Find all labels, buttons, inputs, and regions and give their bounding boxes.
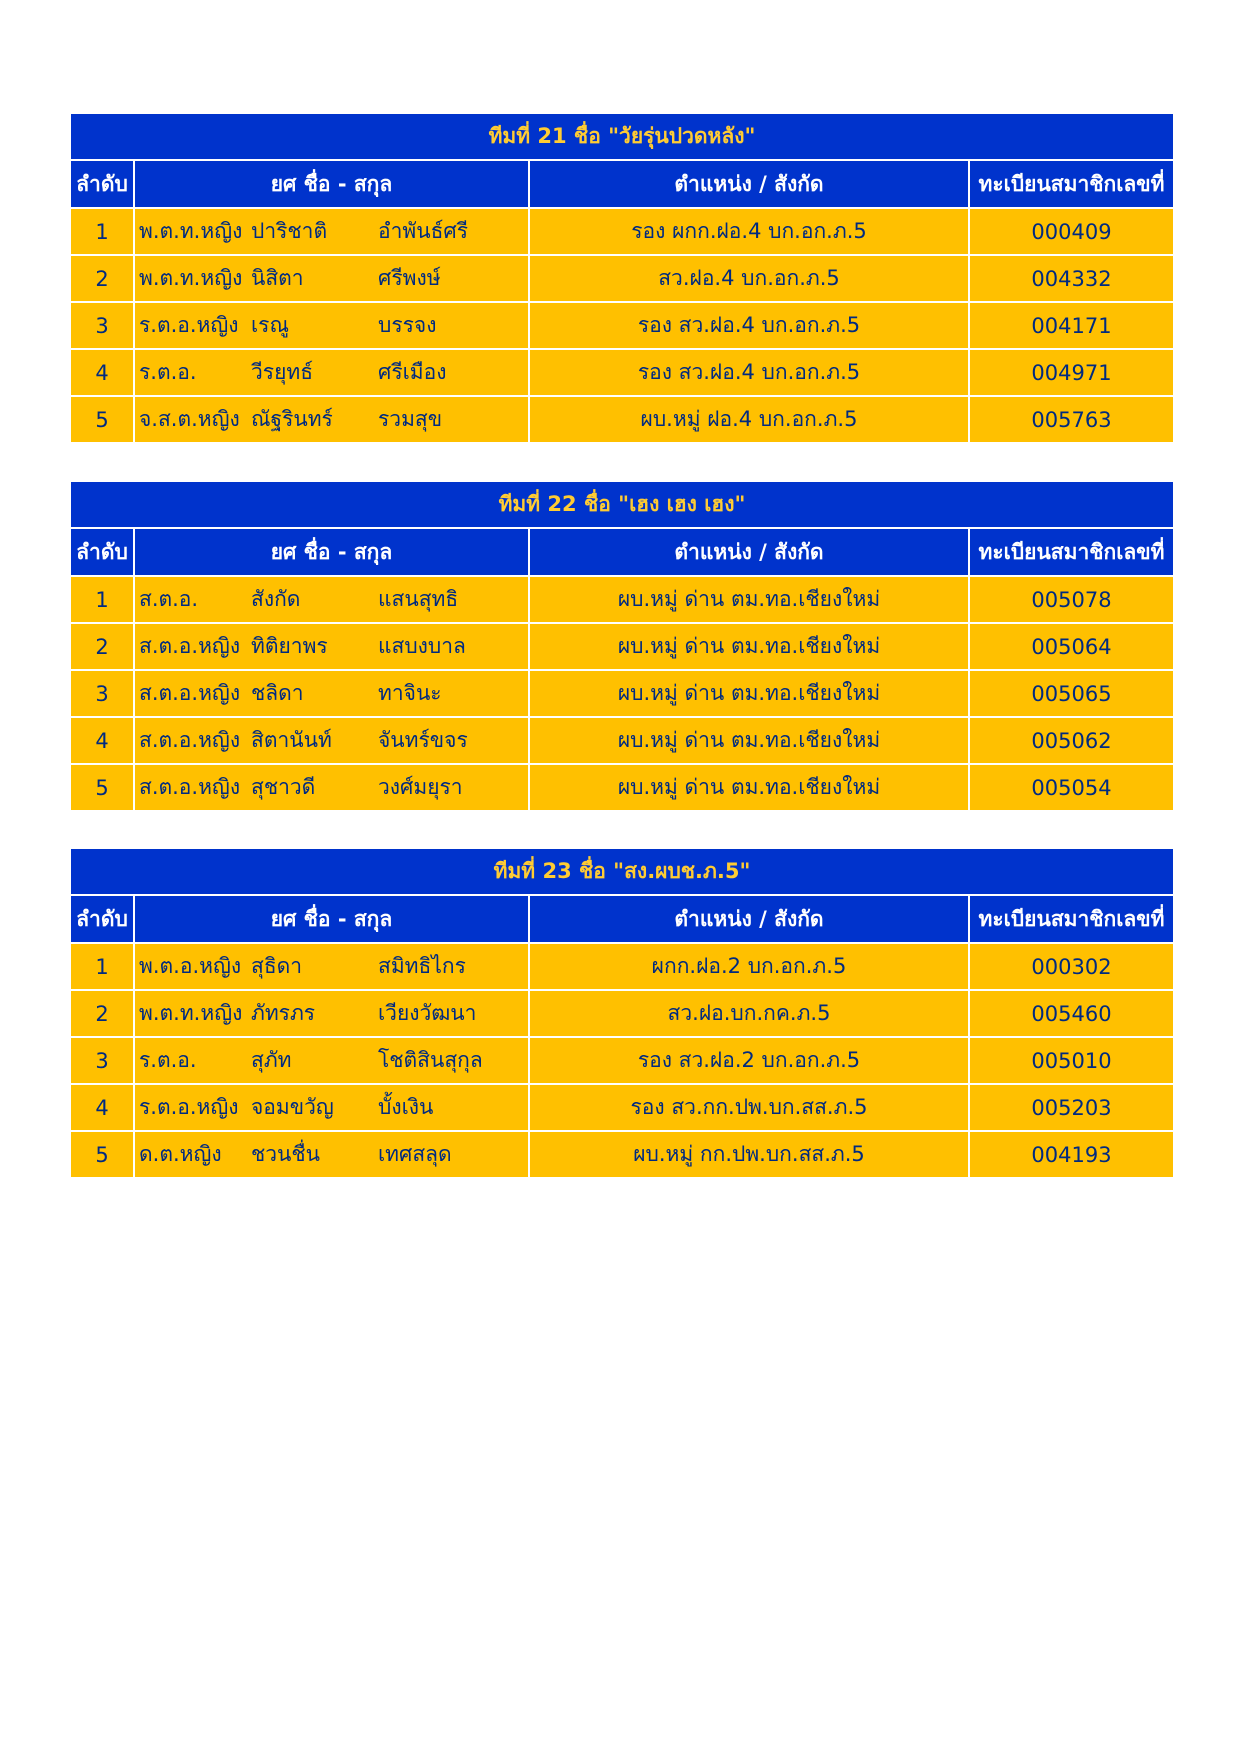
member-last-name: บรรจง (378, 313, 437, 337)
member-registration-number: 004971 (969, 349, 1174, 396)
row-number: 1 (70, 576, 134, 623)
member-first-name: เรณู (251, 313, 289, 337)
row-number: 1 (70, 943, 134, 990)
member-first-name: สิตานันท์ (251, 728, 332, 752)
member-registration-number: 005010 (969, 1037, 1174, 1084)
team-table (69, 847, 1175, 1179)
row-number: 4 (70, 1084, 134, 1131)
member-position: รอง สว.ฝอ.4 บก.อก.ภ.5 (529, 302, 969, 349)
header-name: ยศ ชื่อ - สกุล (134, 160, 529, 208)
member-rank: จ.ส.ต.หญิง (139, 407, 240, 431)
member-last-name: แสบงบาล (378, 634, 466, 658)
member-rank: พ.ต.ท.หญิง (139, 266, 243, 290)
member-rank: ส.ต.อ.หญิง (139, 681, 241, 705)
member-name-cell (134, 764, 529, 811)
row-number: 3 (70, 670, 134, 717)
header-position: ตำแหน่ง / สังกัด (529, 160, 969, 208)
member-position: รอง สว.ฝอ.2 บก.อก.ภ.5 (529, 1037, 969, 1084)
header-position: ตำแหน่ง / สังกัด (529, 895, 969, 943)
member-position: ผบ.หมู่ ด่าน ตม.ทอ.เชียงใหม่ (529, 623, 969, 670)
member-name-cell (134, 255, 529, 302)
row-number: 5 (70, 764, 134, 811)
member-first-name: วีรยุทธ์ (251, 360, 314, 384)
team-title-row (70, 113, 1174, 160)
member-first-name: ภัทรภร (251, 1001, 316, 1025)
row-number: 5 (70, 1131, 134, 1178)
member-first-name: ชวนชื่น (251, 1142, 321, 1166)
member-name-cell (134, 1131, 529, 1178)
row-number: 2 (70, 623, 134, 670)
column-header-row (70, 160, 1174, 208)
member-rank: ร.ต.อ.หญิง (139, 1095, 239, 1119)
team-title-row (70, 481, 1174, 528)
member-first-name: ชลิดา (251, 681, 304, 705)
team-title: ทีมที่ 23 ชื่อ "สง.ผบช.ภ.5" (70, 848, 1174, 895)
member-last-name: อำพันธ์ศรี (378, 219, 469, 243)
member-name-cell (134, 670, 529, 717)
member-first-name: ทิติยาพร (251, 634, 328, 658)
row-number: 1 (70, 208, 134, 255)
team-title: ทีมที่ 21 ชื่อ "วัยรุ่นปวดหลัง" (70, 113, 1174, 160)
member-last-name: เวียงวัฒนา (378, 1001, 477, 1025)
column-header-row (70, 895, 1174, 943)
row-number: 3 (70, 302, 134, 349)
member-name-cell (134, 576, 529, 623)
member-registration-number: 005054 (969, 764, 1174, 811)
header-member: ทะเบียนสมาชิกเลขที่ (969, 895, 1174, 943)
table-row (70, 670, 1174, 717)
member-rank: พ.ต.ท.หญิง (139, 219, 243, 243)
member-name-cell (134, 717, 529, 764)
member-first-name: จอมขวัญ (251, 1095, 334, 1119)
member-position: ผบ.หมู่ ฝอ.4 บก.อก.ภ.5 (529, 396, 969, 443)
member-position: รอง ผกก.ฝอ.4 บก.อก.ภ.5 (529, 208, 969, 255)
row-number: 2 (70, 990, 134, 1037)
member-last-name: สมิทธิไกร (378, 954, 466, 978)
member-first-name: สุธิดา (251, 954, 303, 978)
member-first-name: นิสิตา (251, 266, 304, 290)
member-last-name: รวมสุข (378, 407, 443, 431)
table-row (70, 1084, 1174, 1131)
table-row (70, 349, 1174, 396)
team-title-row (70, 848, 1174, 895)
member-rank: ร.ต.อ. (139, 360, 197, 384)
member-registration-number: 004171 (969, 302, 1174, 349)
member-position: รอง สว.กก.ปพ.บก.สส.ภ.5 (529, 1084, 969, 1131)
member-position: ผกก.ฝอ.2 บก.อก.ภ.5 (529, 943, 969, 990)
member-rank: ส.ต.อ.หญิง (139, 728, 241, 752)
member-position: สว.ฝอ.บก.กค.ภ.5 (529, 990, 969, 1037)
team-table (69, 112, 1175, 444)
row-number: 4 (70, 349, 134, 396)
member-registration-number: 005064 (969, 623, 1174, 670)
table-row (70, 623, 1174, 670)
member-rank: ร.ต.อ.หญิง (139, 313, 239, 337)
member-last-name: จันทร์ขจร (378, 728, 468, 752)
team-title: ทีมที่ 22 ชื่อ "เฮง เฮง เฮง" (70, 481, 1174, 528)
member-first-name: ณัฐรินทร์ (251, 407, 333, 431)
member-position: ผบ.หมู่ ด่าน ตม.ทอ.เชียงใหม่ (529, 670, 969, 717)
team-table (69, 480, 1175, 812)
member-last-name: แสนสุทธิ (378, 587, 459, 611)
member-rank: ด.ต.หญิง (139, 1142, 222, 1166)
member-last-name: ทาจินะ (378, 681, 442, 705)
member-rank: ส.ต.อ.หญิง (139, 775, 241, 799)
table-row (70, 943, 1174, 990)
member-registration-number: 005065 (969, 670, 1174, 717)
member-registration-number: 000302 (969, 943, 1174, 990)
member-last-name: เทศสลุด (378, 1142, 452, 1166)
table-row (70, 396, 1174, 443)
member-name-cell (134, 623, 529, 670)
member-last-name: บั้งเงิน (378, 1095, 434, 1119)
member-last-name: ศรีเมือง (378, 360, 447, 384)
member-name-cell (134, 302, 529, 349)
header-member: ทะเบียนสมาชิกเลขที่ (969, 160, 1174, 208)
member-first-name: สุภัท (251, 1048, 292, 1072)
member-first-name: สังกัด (251, 587, 301, 611)
member-registration-number: 005203 (969, 1084, 1174, 1131)
header-name: ยศ ชื่อ - สกุล (134, 528, 529, 576)
row-number: 2 (70, 255, 134, 302)
member-rank: ส.ต.อ.หญิง (139, 634, 241, 658)
table-row (70, 576, 1174, 623)
header-order: ลำดับ (70, 895, 134, 943)
member-position: สว.ฝอ.4 บก.อก.ภ.5 (529, 255, 969, 302)
member-first-name: ปาริชาติ (251, 219, 328, 243)
table-row (70, 208, 1174, 255)
member-name-cell (134, 349, 529, 396)
member-rank: พ.ต.อ.หญิง (139, 954, 242, 978)
member-registration-number: 004193 (969, 1131, 1174, 1178)
member-name-cell (134, 1037, 529, 1084)
member-position: ผบ.หมู่ ด่าน ตม.ทอ.เชียงใหม่ (529, 576, 969, 623)
header-member: ทะเบียนสมาชิกเลขที่ (969, 528, 1174, 576)
header-order: ลำดับ (70, 160, 134, 208)
member-name-cell (134, 396, 529, 443)
member-rank: ส.ต.อ. (139, 587, 199, 611)
member-last-name: ศรีพงษ์ (378, 266, 441, 290)
header-name: ยศ ชื่อ - สกุล (134, 895, 529, 943)
table-row (70, 1131, 1174, 1178)
member-registration-number: 005763 (969, 396, 1174, 443)
member-first-name: สุชาวดี (251, 775, 316, 799)
header-order: ลำดับ (70, 528, 134, 576)
member-last-name: โชติสินสุกุล (378, 1048, 483, 1072)
header-position: ตำแหน่ง / สังกัด (529, 528, 969, 576)
member-registration-number: 000409 (969, 208, 1174, 255)
row-number: 4 (70, 717, 134, 764)
member-position: ผบ.หมู่ ด่าน ตม.ทอ.เชียงใหม่ (529, 764, 969, 811)
member-rank: พ.ต.ท.หญิง (139, 1001, 243, 1025)
member-registration-number: 005062 (969, 717, 1174, 764)
row-number: 5 (70, 396, 134, 443)
table-row (70, 717, 1174, 764)
member-name-cell (134, 208, 529, 255)
table-row (70, 764, 1174, 811)
member-registration-number: 004332 (969, 255, 1174, 302)
table-row (70, 255, 1174, 302)
member-position: ผบ.หมู่ กก.ปพ.บก.สส.ภ.5 (529, 1131, 969, 1178)
member-position: รอง สว.ฝอ.4 บก.อก.ภ.5 (529, 349, 969, 396)
member-registration-number: 005078 (969, 576, 1174, 623)
member-last-name: วงศ์มยุรา (378, 775, 463, 799)
table-row (70, 302, 1174, 349)
table-row (70, 1037, 1174, 1084)
row-number: 3 (70, 1037, 134, 1084)
member-name-cell (134, 943, 529, 990)
member-name-cell (134, 1084, 529, 1131)
member-position: ผบ.หมู่ ด่าน ตม.ทอ.เชียงใหม่ (529, 717, 969, 764)
column-header-row (70, 528, 1174, 576)
table-row (70, 990, 1174, 1037)
member-registration-number: 005460 (969, 990, 1174, 1037)
member-rank: ร.ต.อ. (139, 1048, 197, 1072)
member-name-cell (134, 990, 529, 1037)
